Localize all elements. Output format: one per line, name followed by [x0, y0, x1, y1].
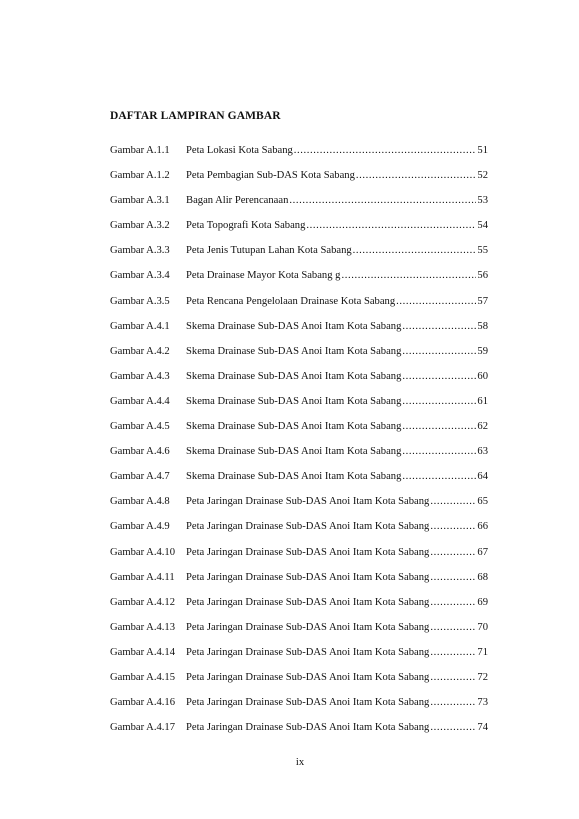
dot-leader: [402, 470, 476, 484]
figure-list-item[interactable]: [110, 169, 488, 194]
figure-label: Gambar A.4.9: [110, 521, 170, 533]
figure-title: Peta Jaringan Drainase Sub-DAS Anoi Itam Kota Sabang: [186, 671, 430, 683]
figure-title: Skema Drainase Sub-DAS Anoi Itam Kota Sabang: [186, 320, 402, 332]
dot-leader: [306, 219, 476, 233]
figure-title: Skema Drainase Sub-DAS Anoi Itam Kota Sabang: [186, 471, 402, 483]
figure-list-item[interactable]: [110, 470, 488, 495]
figure-title: Skema Drainase Sub-DAS Anoi Itam Kota Sabang: [186, 421, 402, 433]
figure-list-item[interactable]: [110, 546, 488, 571]
figure-title: Peta Jaringan Drainase Sub-DAS Anoi Itam Kota Sabang: [186, 521, 430, 533]
dot-leader: [430, 621, 476, 635]
dot-leader: [402, 370, 476, 384]
figure-label: Gambar A.3.1: [110, 195, 170, 207]
figure-page-number: 70: [477, 621, 488, 633]
figure-list-item[interactable]: [110, 445, 488, 470]
figure-page-number: 73: [477, 697, 488, 709]
figure-entry-line: [186, 646, 488, 660]
figure-label: Gambar A.4.2: [110, 345, 170, 357]
figure-entry-line: [186, 269, 488, 283]
figure-list-item[interactable]: [110, 370, 488, 395]
figure-title: Peta Jaringan Drainase Sub-DAS Anoi Itam Kota Sabang: [186, 496, 430, 508]
figure-label: Gambar A.3.4: [110, 270, 170, 282]
figure-title: Peta Jaringan Drainase Sub-DAS Anoi Itam Kota Sabang: [186, 621, 430, 633]
figure-label: Gambar A.3.3: [110, 245, 170, 257]
figure-list-item[interactable]: [110, 621, 488, 646]
figure-entry-line: [186, 244, 488, 258]
figure-label: Gambar A.4.12: [110, 596, 176, 608]
figure-entry-line: [186, 445, 488, 459]
figure-list-item[interactable]: [110, 646, 488, 671]
figure-entry-line: [186, 621, 488, 635]
figure-label: Gambar A.1.1: [110, 145, 170, 156]
figure-title: Bagan Alir Perencanaan: [186, 195, 289, 207]
dot-leader: [430, 721, 476, 735]
page-number: ix: [295, 757, 305, 768]
figure-entry-line: [186, 169, 488, 183]
figure-label: Gambar A.4.14: [110, 646, 176, 658]
figure-label: Gambar A.1.2: [110, 170, 170, 182]
figure-page-number: 74: [477, 722, 488, 734]
figure-entry-line: [186, 370, 488, 384]
figure-list-item[interactable]: [110, 194, 488, 219]
figure-title: Peta Jaringan Drainase Sub-DAS Anoi Itam Kota Sabang: [186, 697, 430, 709]
figure-page-number: 55: [477, 245, 488, 257]
figure-title: Peta Jenis Tutupan Lahan Kota Sabang: [186, 245, 352, 257]
figure-label: Gambar A.4.15: [110, 671, 176, 683]
figure-list-item[interactable]: [110, 320, 488, 345]
figure-page-number: 61: [477, 395, 488, 407]
figure-page-number: 59: [477, 345, 488, 357]
figure-entry-line: [186, 194, 488, 208]
figure-label: Gambar A.4.3: [110, 370, 170, 382]
dot-leader: [294, 144, 477, 158]
figure-label: Gambar A.4.7: [110, 471, 170, 483]
figure-page-number: 66: [477, 521, 488, 533]
figure-label: Gambar A.4.11: [110, 571, 175, 583]
dot-leader: [430, 571, 476, 585]
figure-page-number: 68: [477, 571, 488, 583]
dot-leader: [430, 520, 476, 534]
figure-list-item[interactable]: [110, 596, 488, 621]
figure-list-item[interactable]: [110, 420, 488, 445]
figure-title: Skema Drainase Sub-DAS Anoi Itam Kota Sabang: [186, 370, 402, 382]
figure-entry-line: [186, 721, 488, 735]
figure-page-number: 72: [477, 671, 488, 683]
dot-leader: [402, 445, 476, 459]
figure-page-number: 67: [477, 546, 488, 558]
page-heading: DAFTAR LAMPIRAN GAMBAR: [110, 110, 281, 122]
figure-entry-line: [186, 470, 488, 484]
dot-leader: [430, 495, 476, 509]
figure-page-number: 51: [477, 145, 488, 156]
figure-entry-line: [186, 345, 488, 359]
figure-entry-line: [186, 420, 488, 434]
figure-title: Skema Drainase Sub-DAS Anoi Itam Kota Sabang: [186, 395, 402, 407]
figure-page-number: 58: [477, 320, 488, 332]
figure-page-number: 62: [477, 421, 488, 433]
figure-list-item[interactable]: [110, 721, 488, 746]
figure-entry-line: [186, 144, 488, 158]
figure-title: Peta Jaringan Drainase Sub-DAS Anoi Itam Kota Sabang: [186, 571, 430, 583]
figure-entry-line: [186, 219, 488, 233]
figure-page-number: 57: [477, 295, 488, 307]
figure-entry-line: [186, 671, 488, 685]
dot-leader: [430, 646, 476, 660]
figure-label: Gambar A.4.5: [110, 421, 170, 433]
figure-list-item[interactable]: [110, 244, 488, 269]
figure-label: Gambar A.3.2: [110, 220, 170, 232]
figure-title: Peta Rencana Pengelolaan Drainase Kota Sabang: [186, 295, 396, 307]
figure-entry-line: [186, 320, 488, 334]
dot-leader: [396, 295, 476, 309]
dot-leader: [402, 395, 476, 409]
dot-leader: [430, 546, 476, 560]
dot-leader: [353, 244, 477, 258]
figure-entry-line: [186, 571, 488, 585]
figure-page-number: 52: [477, 170, 488, 182]
figure-page-number: 54: [477, 220, 488, 232]
figure-list-item[interactable]: [110, 345, 488, 370]
dot-leader: [430, 596, 476, 610]
figure-page-number: 71: [477, 646, 488, 658]
figure-page-number: 63: [477, 446, 488, 458]
figure-title: Peta Drainase Mayor Kota Sabang g: [186, 270, 341, 282]
figure-title: Peta Jaringan Drainase Sub-DAS Anoi Itam Kota Sabang: [186, 596, 430, 608]
figure-page-number: 64: [477, 471, 488, 483]
dot-leader: [430, 671, 476, 685]
figure-page-number: 65: [477, 496, 488, 508]
figure-label: Gambar A.4.17: [110, 722, 176, 734]
figure-title: Skema Drainase Sub-DAS Anoi Itam Kota Sabang: [186, 345, 402, 357]
figure-list-item[interactable]: [110, 571, 488, 596]
figure-list-item[interactable]: [110, 269, 488, 294]
figure-title: Skema Drainase Sub-DAS Anoi Itam Kota Sabang: [186, 446, 402, 458]
figure-list-item[interactable]: [110, 696, 488, 721]
figure-entry-line: [186, 295, 488, 309]
figure-title: Peta Jaringan Drainase Sub-DAS Anoi Itam Kota Sabang: [186, 646, 430, 658]
figure-list-item[interactable]: [110, 520, 488, 545]
dot-leader: [402, 345, 476, 359]
figure-page-number: 69: [477, 596, 488, 608]
figure-entry-line: [186, 696, 488, 710]
figure-title: Peta Jaringan Drainase Sub-DAS Anoi Itam Kota Sabang: [186, 546, 430, 558]
figure-title: Peta Jaringan Drainase Sub-DAS Anoi Itam Kota Sabang: [186, 722, 430, 734]
figure-list-item[interactable]: [110, 671, 488, 696]
dot-leader: [289, 194, 476, 208]
figure-list: [110, 144, 488, 746]
figure-list-item[interactable]: [110, 495, 488, 520]
figure-list-item[interactable]: [110, 219, 488, 244]
figure-label: Gambar A.4.8: [110, 496, 170, 508]
dot-leader: [430, 696, 476, 710]
dot-leader: [341, 269, 476, 283]
figure-entry-line: [186, 546, 488, 560]
figure-list-item[interactable]: [110, 295, 488, 320]
figure-label: Gambar A.4.16: [110, 697, 176, 709]
figure-entry-line: [186, 495, 488, 509]
figure-label: Gambar A.4.13: [110, 621, 176, 633]
figure-label: Gambar A.4.4: [110, 395, 170, 407]
figure-title: Peta Pembagian Sub-DAS Kota Sabang: [186, 170, 355, 182]
figure-label: Gambar A.4.1: [110, 320, 170, 332]
figure-page-number: 60: [477, 370, 488, 382]
figure-label: Gambar A.4.10: [110, 546, 176, 558]
dot-leader: [402, 320, 476, 334]
dot-leader: [356, 169, 477, 183]
figure-page-number: 56: [477, 270, 488, 282]
figure-title: Peta Lokasi Kota Sabang: [186, 145, 293, 156]
dot-leader: [402, 420, 476, 434]
figure-list-item[interactable]: [110, 395, 488, 420]
figure-page-number: 53: [477, 195, 488, 207]
figure-label: Gambar A.4.6: [110, 446, 170, 458]
figure-entry-line: [186, 520, 488, 534]
figure-label: Gambar A.3.5: [110, 295, 170, 307]
figure-title: Peta Topografi Kota Sabang: [186, 220, 306, 232]
figure-entry-line: [186, 395, 488, 409]
figure-entry-line: [186, 596, 488, 610]
figure-list-item[interactable]: [110, 144, 488, 169]
